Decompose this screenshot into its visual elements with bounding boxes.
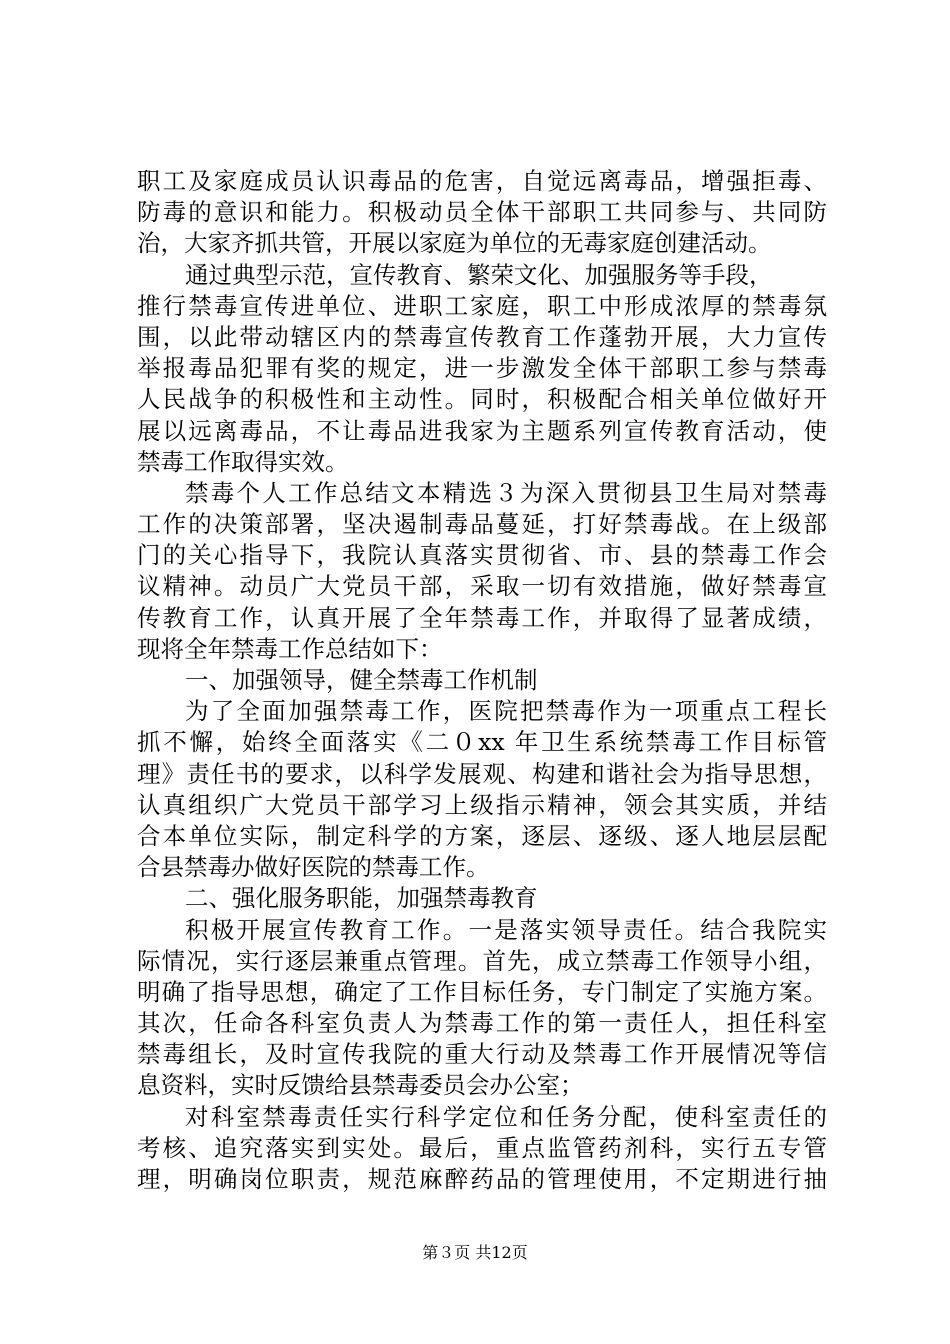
text-line: 抓不懈，始终全面落实《二０xx 年卫生系统禁毒工作目标管	[137, 728, 827, 757]
text-line: 围，以此带动辖区内的禁毒宣传教育工作蓬勃开展，大力宣传	[137, 322, 827, 351]
text-line: 考核、追究落实到实处。最后，重点监管药剂科，实行五专管	[137, 1133, 827, 1162]
text-line: 禁毒工作取得实效。	[137, 447, 349, 476]
section-heading: 一、加强领导，健全禁毒工作机制	[185, 666, 538, 694]
text-line: 认真组织广大党员干部学习上级指示精神，领会其实质，并结	[137, 790, 827, 819]
text-line: 合县禁毒办做好医院的禁毒工作。	[137, 853, 490, 882]
text-line: 推行禁毒宣传进单位、进职工家庭，职工中形成浓厚的禁毒氛	[137, 291, 827, 320]
text-line: 职工及家庭成员认识毒品的危害，自觉远离毒品，增强拒毒、	[137, 167, 827, 195]
text-line: 禁毒组长，及时宣传我院的重大行动及禁毒工作开展情况等信	[137, 1040, 827, 1069]
text-line: 禁毒个人工作总结文本精选３为深入贯彻县卫生局对禁毒	[185, 478, 827, 507]
document-body	[137, 166, 827, 1195]
text-line: 其次，任命各科室负责人为禁毒工作的第一责任人，担任科室	[137, 1009, 827, 1038]
text-line: 工作的决策部署，坚决遏制毒品蔓延，打好禁毒战。在上级部	[137, 510, 827, 539]
section-heading: 二、强化服务职能，加强禁毒教育	[185, 884, 538, 913]
text-line: 明确了指导思想，确定了工作目标任务，专门制定了实施方案。	[137, 977, 827, 1006]
text-line: 息资料，实时反馈给县禁毒委员会办公室；	[137, 1071, 584, 1100]
text-line: 通过典型示范，宣传教育、繁荣文化、加强服务等手段，	[185, 260, 773, 289]
text-line: 对科室禁毒责任实行科学定位和任务分配，使科室责任的	[185, 1102, 827, 1131]
text-line: 人民战争的积极性和主动性。同时，积极配合相关单位做好开	[137, 385, 827, 414]
text-line: 现将全年禁毒工作总结如下：	[137, 634, 443, 663]
text-line: 展以远离毒品，不让毒品进我家为主题系列宣传教育活动，使	[137, 416, 827, 445]
text-line: 门的关心指导下，我院认真落实贯彻省、市、县的禁毒工作会	[137, 541, 827, 570]
text-line: 为了全面加强禁毒工作，医院把禁毒作为一项重点工程长	[185, 697, 827, 726]
text-line: 治，大家齐抓共管，开展以家庭为单位的无毒家庭创建活动。	[137, 229, 772, 258]
text-line: 议精神。动员广大党员干部，采取一切有效措施，做好禁毒宣	[137, 572, 827, 601]
text-line: 传教育工作，认真开展了全年禁毒工作，并取得了显著成绩，	[137, 603, 827, 632]
page-number-footer: 第３页 共12页	[422, 1243, 528, 1262]
text-line: 际情况，实行逐层兼重点管理。首先，成立禁毒工作领导小组，	[137, 946, 827, 975]
text-line: 防毒的意识和能力。积极动员全体干部职工共同参与、共同防	[137, 198, 827, 227]
text-line: 理》责任书的要求，以科学发展观、构建和谐社会为指导思想，	[137, 759, 827, 788]
text-line: 合本单位实际，制定科学的方案，逐层、逐级、逐人地层层配	[137, 821, 827, 850]
text-line: 举报毒品犯罪有奖的规定，进一步激发全体干部职工参与禁毒	[137, 354, 827, 383]
text-line: 理，明确岗位职责，规范麻醉药品的管理使用，不定期进行抽	[137, 1165, 827, 1193]
text-line: 积极开展宣传教育工作。一是落实领导责任。结合我院实	[185, 915, 827, 944]
